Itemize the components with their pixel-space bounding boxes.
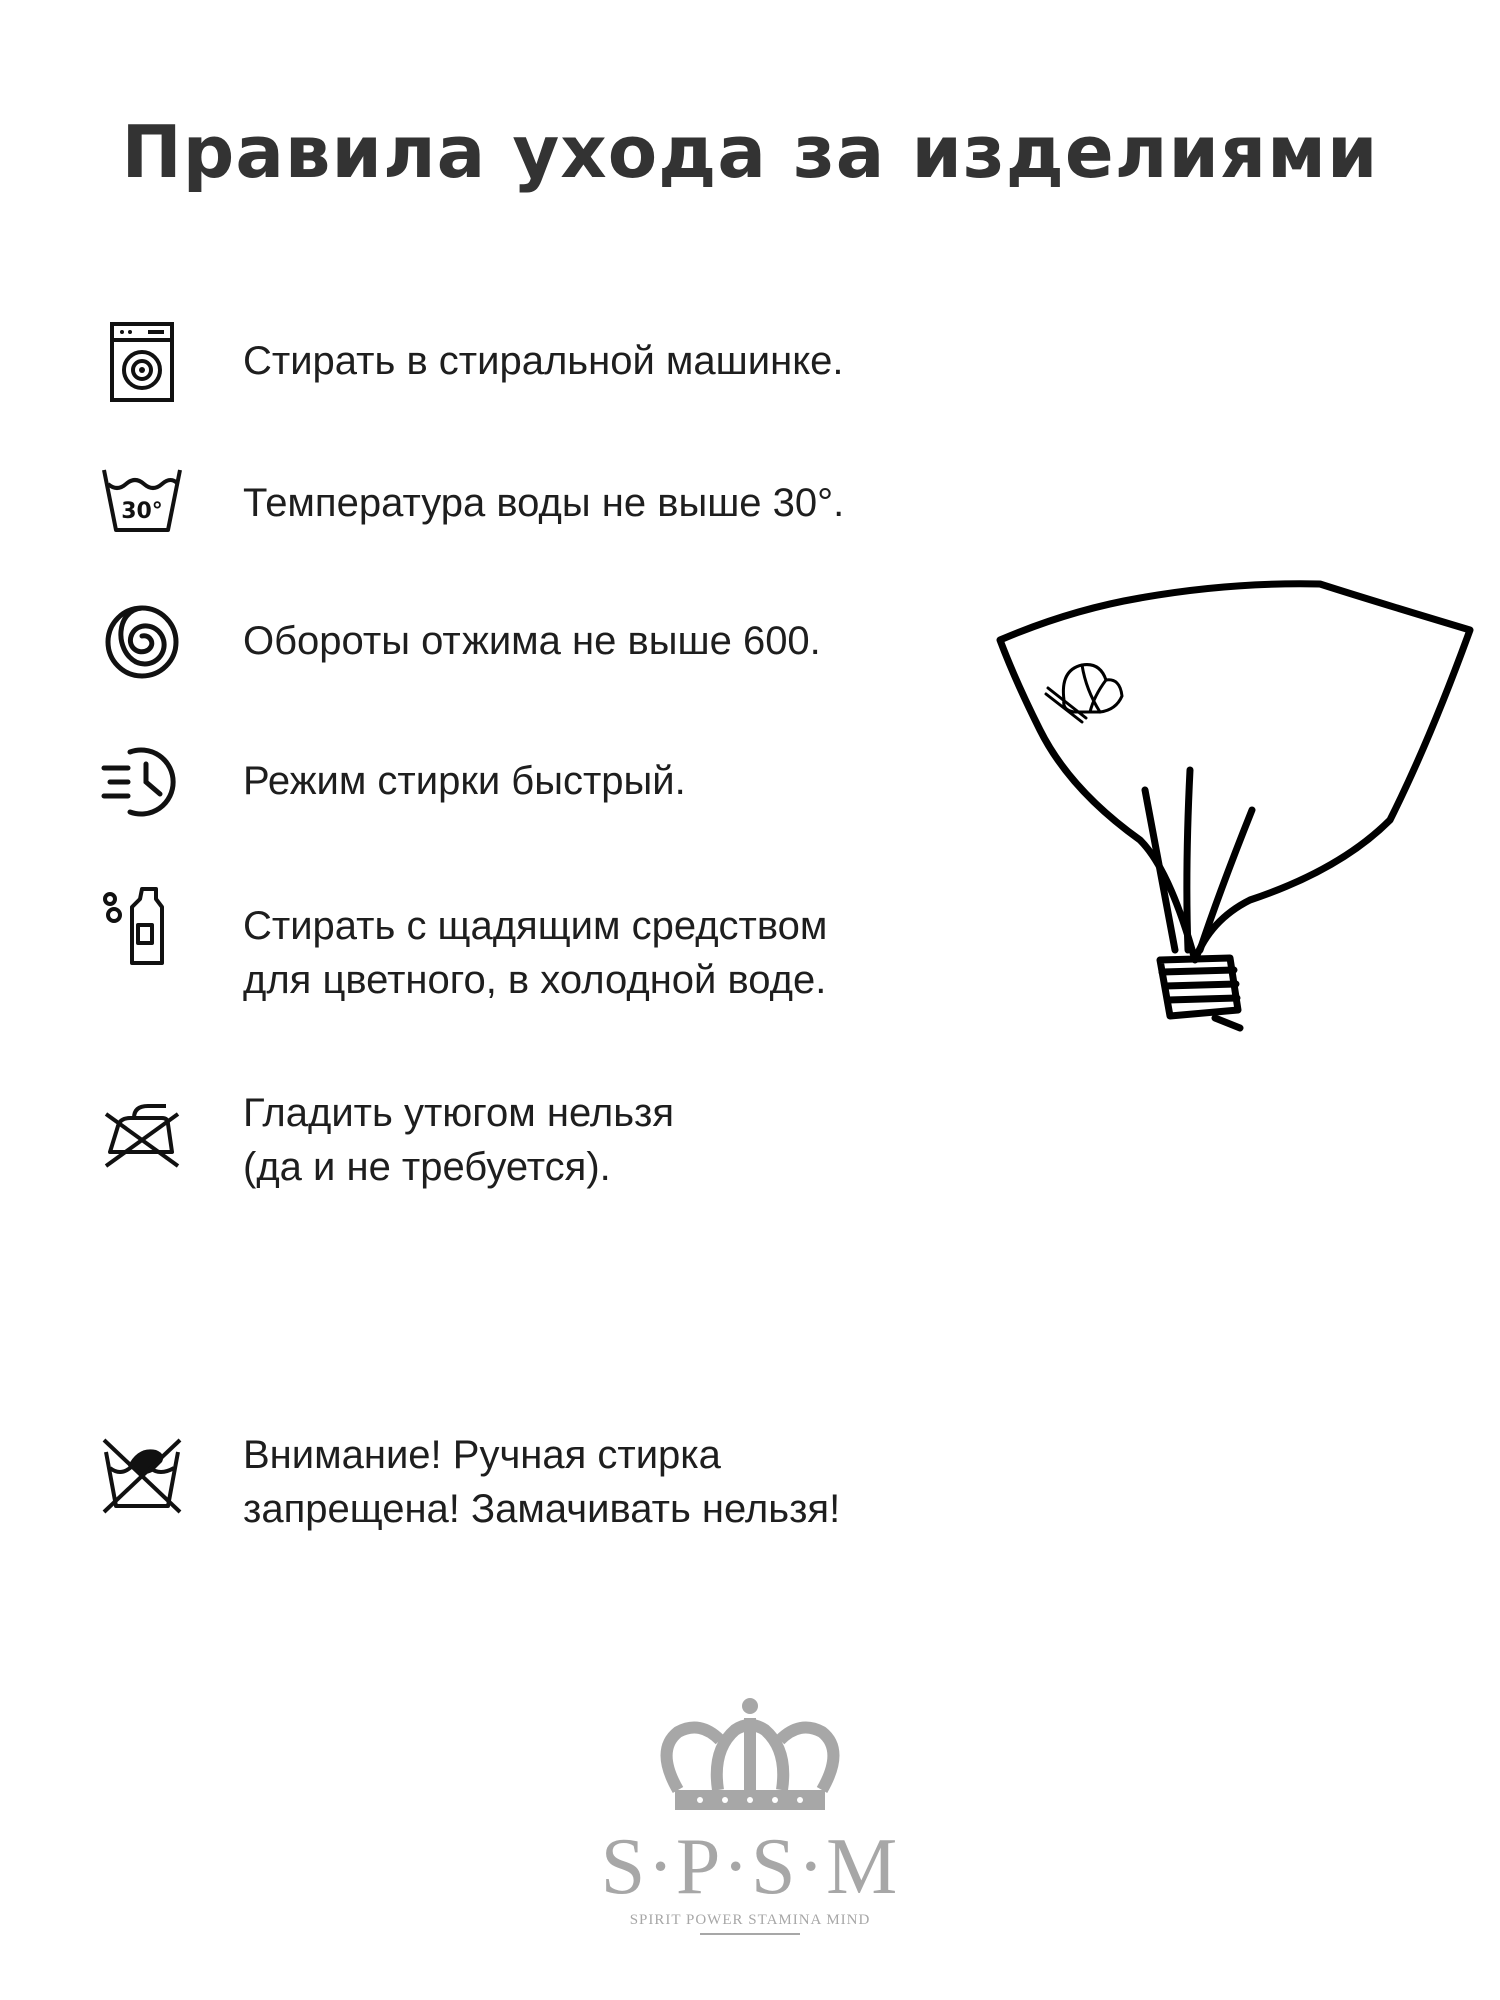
- care-item-text: Стирать с щадящим средством для цветного, в холодной воде.: [243, 904, 828, 1002]
- svg-text:30°: 30°: [121, 499, 163, 524]
- spin-spiral-icon: [100, 600, 184, 684]
- care-item-text: Температура воды не выше 30°.: [243, 481, 845, 525]
- wash-30-degrees-icon: [100, 462, 184, 546]
- no-hand-wash-icon: [100, 1432, 184, 1516]
- quick-wash-clock-icon: [100, 740, 184, 824]
- do-not-iron-icon: [100, 1092, 184, 1176]
- logo-underline: [700, 1933, 800, 1935]
- logo-letters: S·P·S·M: [600, 1823, 900, 1911]
- care-item-text: Режим стирки быстрый.: [243, 759, 686, 803]
- washing-machine-icon: [100, 320, 184, 404]
- logo-tagline: SPIRIT POWER STAMINA MIND: [629, 1912, 871, 1928]
- care-item-text: Гладить утюгом нельзя (да и не требуется).: [243, 1091, 675, 1189]
- crown-icon: [600, 1690, 900, 1820]
- brand-logo: [600, 1690, 900, 1928]
- care-item-text: Внимание! Ручная стирка запрещена! Замачивать нельзя!: [243, 1433, 841, 1531]
- page-title: Правила ухода за изделиями: [121, 110, 1379, 194]
- detergent-bottle-icon: [100, 885, 184, 969]
- product-bag-illustration: [990, 570, 1490, 1040]
- care-item-text: Обороты отжима не выше 600.: [243, 619, 821, 663]
- care-item-text: Стирать в стиральной машинке.: [243, 339, 844, 383]
